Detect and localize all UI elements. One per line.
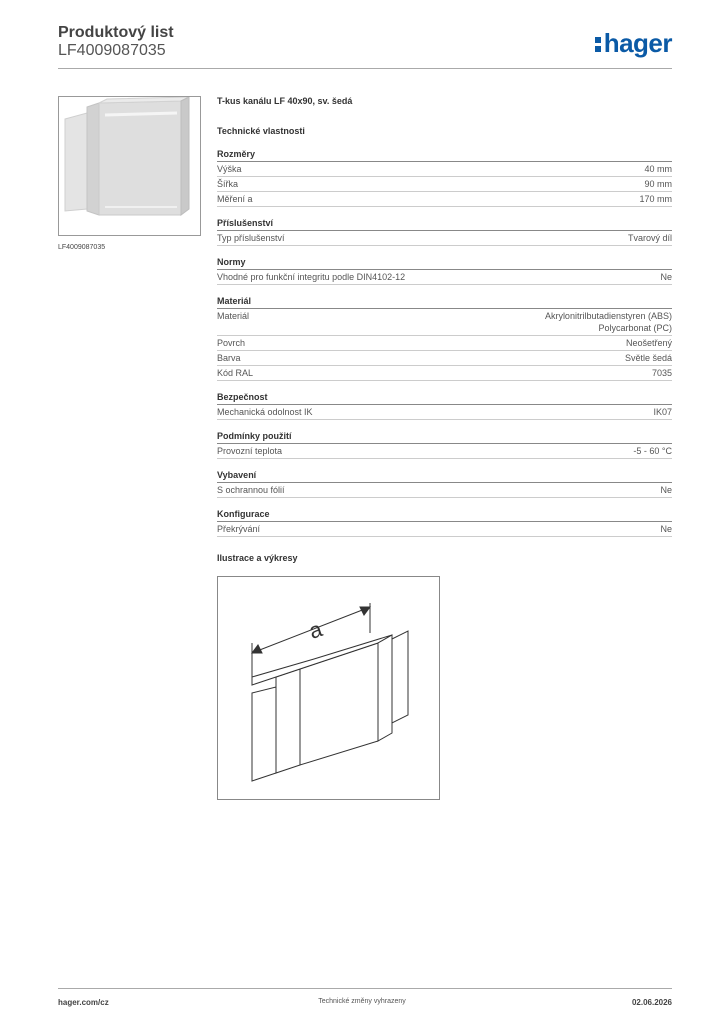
spec-label: Provozní teplota bbox=[217, 446, 283, 456]
spec-value bbox=[545, 310, 672, 334]
spec-value bbox=[633, 445, 672, 457]
spec-label: Typ příslušenství bbox=[217, 233, 285, 243]
spec-row bbox=[217, 231, 672, 246]
spec-value-line: Světle šedá bbox=[624, 353, 672, 363]
spec-value-line: Ne bbox=[660, 272, 672, 282]
spec-row bbox=[217, 192, 672, 207]
spec-group bbox=[217, 508, 672, 537]
spec-group-title: Bezpečnost bbox=[217, 391, 672, 405]
t-piece-drawing-icon bbox=[218, 577, 439, 799]
spec-label: Vhodné pro funkční integritu podle DIN4102-12 bbox=[217, 272, 406, 282]
spec-row bbox=[217, 444, 672, 459]
footer-website: hager.com/cz bbox=[58, 998, 109, 1007]
spec-group bbox=[217, 391, 672, 420]
spec-value bbox=[653, 406, 672, 418]
spec-value bbox=[625, 352, 672, 364]
logo-text: hager bbox=[603, 28, 672, 58]
spec-value-line: -5 - 60 °C bbox=[633, 446, 672, 456]
spec-value-line: Polycarbonat (PC) bbox=[598, 323, 672, 333]
spec-value-line: 7035 bbox=[651, 368, 672, 378]
spec-groups bbox=[217, 148, 672, 537]
spec-label: Měření a bbox=[217, 194, 253, 204]
spec-group-title: Rozměry bbox=[217, 148, 672, 162]
spec-row bbox=[217, 177, 672, 192]
spec-value-line: Neošetřený bbox=[625, 338, 672, 348]
spec-group bbox=[217, 256, 672, 285]
spec-group-title: Příslušenství bbox=[217, 217, 672, 231]
spec-label: Šířka bbox=[217, 179, 239, 189]
spec-row bbox=[217, 162, 672, 177]
illustrations-heading: Ilustrace a výkresy bbox=[217, 553, 298, 563]
spec-row bbox=[217, 351, 672, 366]
product-photo-icon bbox=[59, 97, 200, 235]
spec-row bbox=[217, 483, 672, 498]
footer-note: Technické změny vyhrazeny bbox=[318, 998, 406, 1005]
spec-value bbox=[660, 271, 672, 283]
image-caption: LF4009087035 bbox=[58, 244, 106, 251]
spec-value-line: 90 mm bbox=[644, 179, 672, 189]
page-header bbox=[58, 24, 672, 70]
dimension-label-a: a bbox=[305, 616, 326, 644]
spec-group-title: Normy bbox=[217, 256, 672, 270]
spec-group-title: Materiál bbox=[217, 295, 672, 309]
product-image bbox=[58, 96, 201, 236]
technical-drawing bbox=[217, 576, 440, 800]
spec-value bbox=[660, 484, 672, 496]
header-divider bbox=[58, 68, 672, 69]
spec-group bbox=[217, 430, 672, 459]
spec-value-line: IK07 bbox=[653, 407, 672, 417]
spec-label: Mechanická odolnost IK bbox=[217, 407, 313, 417]
spec-label: Povrch bbox=[217, 338, 246, 348]
spec-label: Výška bbox=[217, 164, 242, 174]
spec-row bbox=[217, 405, 672, 420]
footer-date: 02.06.2026 bbox=[631, 998, 672, 1007]
spec-group bbox=[217, 217, 672, 246]
spec-value bbox=[644, 178, 672, 190]
hager-logo bbox=[594, 28, 672, 59]
spec-group bbox=[217, 469, 672, 498]
spec-group bbox=[217, 148, 672, 207]
spec-value-line: Tvarový díl bbox=[627, 233, 672, 243]
spec-value-line: Ne bbox=[660, 485, 672, 495]
spec-value-line: Akrylonitrilbutadienstyren (ABS) bbox=[544, 311, 672, 321]
spec-row bbox=[217, 309, 672, 336]
spec-value-line: Ne bbox=[660, 524, 672, 534]
spec-group bbox=[217, 295, 672, 381]
spec-value bbox=[626, 337, 672, 349]
spec-label: Kód RAL bbox=[217, 368, 254, 378]
spec-label: Materiál bbox=[217, 311, 250, 321]
spec-value-line: 170 mm bbox=[639, 194, 672, 204]
spec-row bbox=[217, 270, 672, 285]
spec-value bbox=[652, 367, 672, 379]
spec-value bbox=[639, 193, 672, 205]
spec-value bbox=[644, 163, 672, 175]
footer-divider bbox=[58, 988, 672, 989]
spec-group-title: Vybavení bbox=[217, 469, 672, 483]
spec-value bbox=[628, 232, 672, 244]
doc-title: Produktový list bbox=[58, 24, 174, 41]
logo-dots-icon bbox=[594, 35, 602, 53]
spec-value-line: 40 mm bbox=[644, 164, 672, 174]
spec-row bbox=[217, 522, 672, 537]
spec-content bbox=[217, 96, 672, 563]
spec-group-title: Konfigurace bbox=[217, 508, 672, 522]
tech-heading: Technické vlastnosti bbox=[217, 126, 305, 136]
spec-value bbox=[660, 523, 672, 535]
spec-group-title: Podmínky použití bbox=[217, 430, 672, 444]
spec-row bbox=[217, 336, 672, 351]
spec-label: Překrývání bbox=[217, 524, 261, 534]
spec-label: S ochrannou fólií bbox=[217, 485, 285, 495]
spec-label: Barva bbox=[217, 353, 241, 363]
spec-row bbox=[217, 366, 672, 381]
product-name: T-kus kanálu LF 40x90, sv. šedá bbox=[217, 96, 353, 106]
doc-product-code: LF4009087035 bbox=[58, 42, 166, 59]
